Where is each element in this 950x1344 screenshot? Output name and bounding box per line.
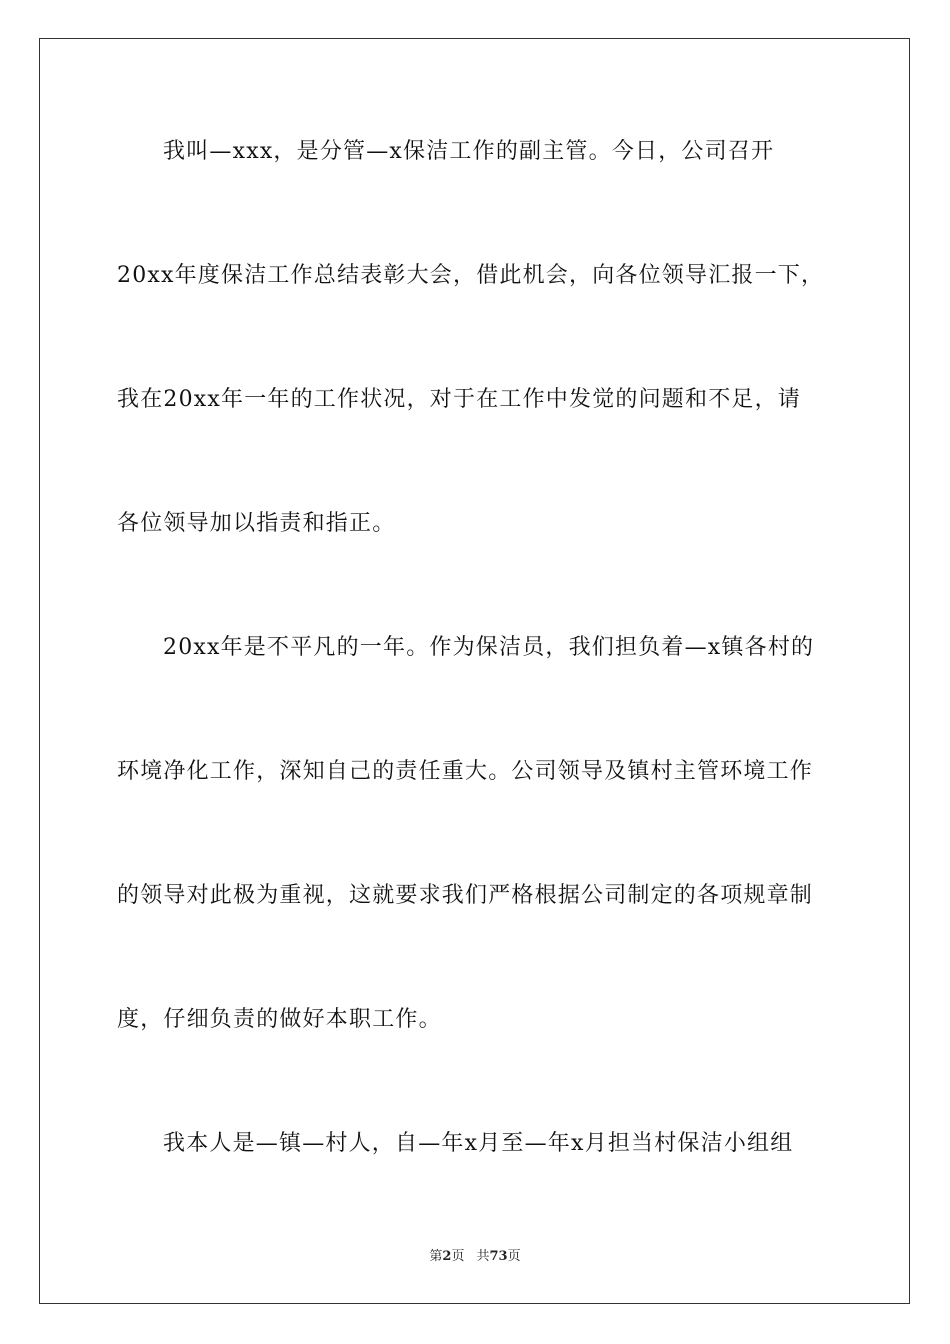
paragraph-line: 各位领导加以指责和指正。 [117,511,396,536]
footer-page-suffix: 页 [451,1249,465,1264]
footer-total-pages: 73 [489,1249,508,1264]
page-border [39,38,910,1304]
footer-page-prefix: 第 [429,1249,443,1264]
page-footer [0,1248,950,1266]
paragraph-line: 我本人是—镇—村人，自—年x月至—年x月担当村保洁小组组 [163,1131,794,1156]
footer-page-number: 2 [442,1249,452,1264]
footer-total-prefix: 共 [476,1249,490,1264]
paragraph-line: 我叫—xxx，是分管—x保洁工作的副主管。今日，公司召开 [163,139,775,164]
paragraph-line: 度，仔细负责的做好本职工作。 [117,1007,442,1032]
paragraph-line: 我在20xx年一年的工作状况，对于在工作中发觉的问题和不足，请 [117,387,802,412]
paragraph-line: 环境净化工作，深知自己的责任重大。公司领导及镇村主管环境工作 [117,759,814,784]
paragraph-line: 20xx年是不平凡的一年。作为保洁员，我们担负着—x镇各村的 [163,635,815,660]
footer-total-suffix: 页 [507,1249,521,1264]
paragraph-line: 20xx年度保洁工作总结表彰大会，借此机会，向各位领导汇报一下， [117,263,825,288]
paragraph-line: 的领导对此极为重视，这就要求我们严格根据公司制定的各项规章制 [117,883,814,908]
